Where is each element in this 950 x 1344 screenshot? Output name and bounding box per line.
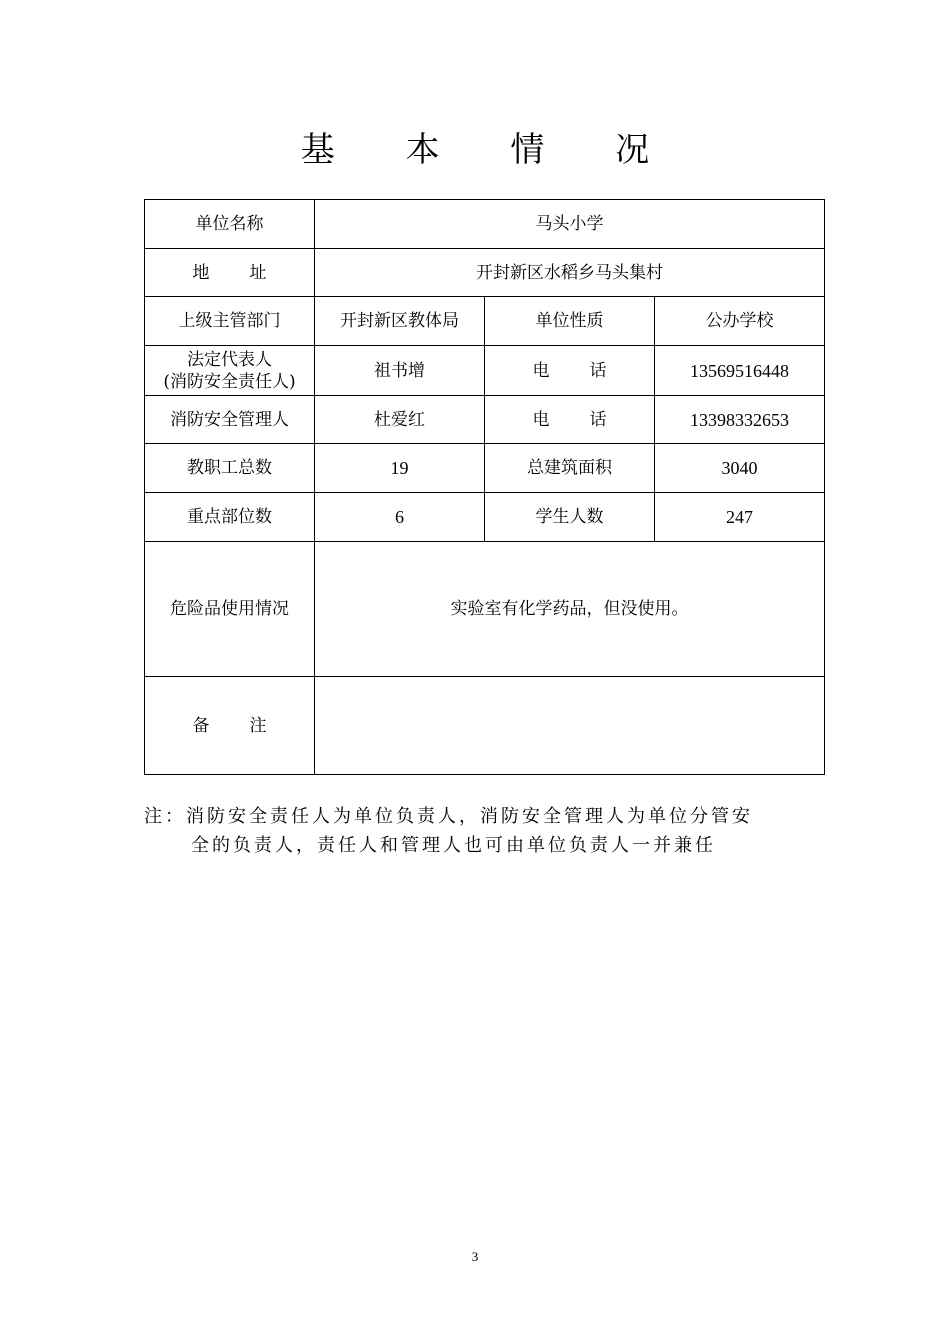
footnote-line1: 注：消防安全责任人为单位负责人，消防安全管理人为单位分管安 (144, 806, 753, 827)
legal-rep-value: 祖书增 (315, 346, 485, 396)
table-row (145, 346, 825, 396)
safety-manager-label: 消防安全管理人 (145, 396, 315, 444)
hazardous-label: 危险品使用情况 (145, 542, 315, 677)
superior-dept-value: 开封新区教体局 (315, 297, 485, 346)
legal-rep-phone-label: 电话 (485, 346, 655, 396)
footnote-line2: 全的负责人，责任人和管理人也可由单位负责人一并兼任 (191, 835, 716, 856)
remarks-label: 备注 (145, 677, 315, 775)
unit-name-label: 单位名称 (145, 200, 315, 249)
remarks-value (315, 677, 825, 775)
table-row (145, 396, 825, 444)
address-value: 开封新区水稻乡马头集村 (315, 249, 825, 297)
table-row (145, 249, 825, 297)
table-row (145, 542, 825, 677)
legal-rep-label-line2: (消防安全责任人) (163, 371, 296, 392)
basic-info-table (144, 199, 825, 775)
staff-total-label: 教职工总数 (145, 444, 315, 493)
staff-total-value: 19 (315, 444, 485, 493)
safety-manager-value: 杜爱红 (315, 396, 485, 444)
superior-dept-label: 上级主管部门 (145, 297, 315, 346)
unit-name-value: 马头小学 (315, 200, 825, 249)
table-row (145, 297, 825, 346)
table-row (145, 200, 825, 249)
page-title: 基 本 情 况 (300, 130, 680, 170)
hazardous-value: 实验室有化学药品，但没使用。 (315, 542, 825, 677)
students-value: 247 (655, 493, 825, 542)
address-label: 地址 (145, 249, 315, 297)
legal-rep-label (145, 346, 315, 396)
footnote (144, 802, 824, 860)
page-number: 3 (471, 1249, 479, 1264)
legal-rep-phone-value: 13569516448 (655, 346, 825, 396)
safety-manager-phone-label: 电话 (485, 396, 655, 444)
building-area-value: 3040 (655, 444, 825, 493)
students-label: 学生人数 (485, 493, 655, 542)
key-locations-value: 6 (315, 493, 485, 542)
table-row (145, 493, 825, 542)
unit-nature-label: 单位性质 (485, 297, 655, 346)
table-row (145, 677, 825, 775)
unit-nature-value: 公办学校 (655, 297, 825, 346)
table-row (145, 444, 825, 493)
safety-manager-phone-value: 13398332653 (655, 396, 825, 444)
legal-rep-label-line1: 法定代表人 (187, 349, 272, 370)
key-locations-label: 重点部位数 (145, 493, 315, 542)
building-area-label: 总建筑面积 (485, 444, 655, 493)
